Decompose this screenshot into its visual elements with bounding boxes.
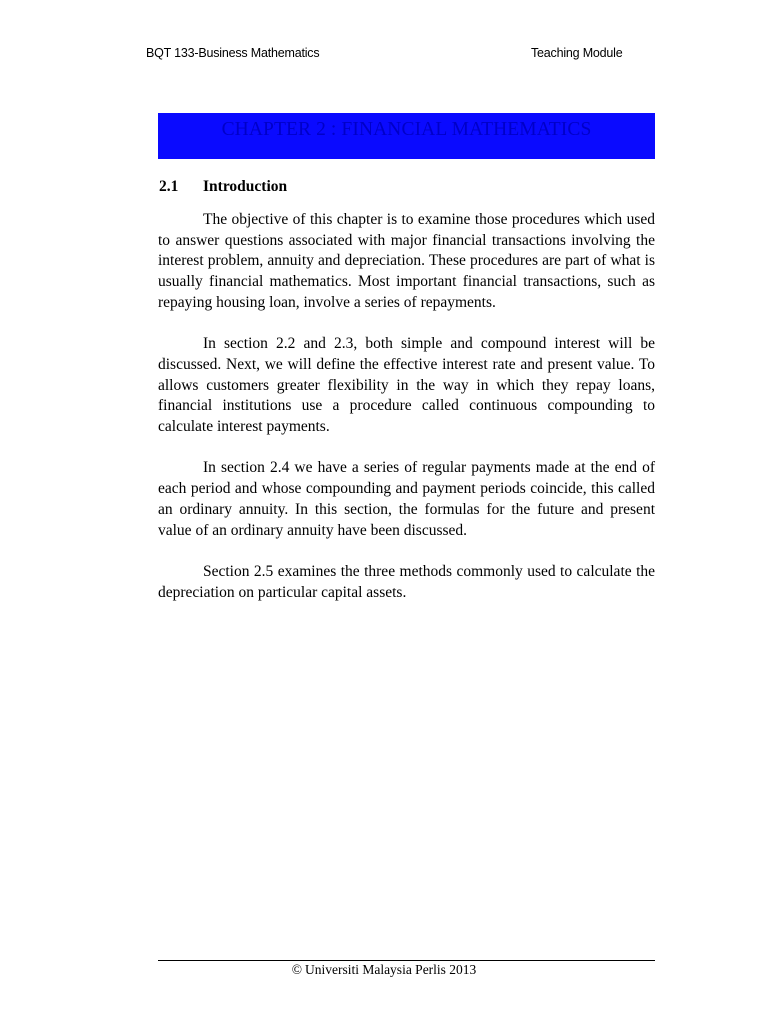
running-header-course: BQT 133-Business Mathematics bbox=[146, 46, 320, 60]
paragraph-depreciation: Section 2.5 examines the three methods commonly used to calculate the depreciation on particular capital assets. bbox=[158, 562, 655, 601]
running-header-module: Teaching Module bbox=[531, 46, 623, 60]
paragraph-annuity: In section 2.4 we have a series of regular payments made at the end of each period and whose compounding and payment periods coincide, this called an ordinary annuity. In this section, the formulas for the future and present value of an ordinary annuity have been discussed. bbox=[158, 459, 655, 539]
section-title: Introduction bbox=[203, 178, 288, 195]
copyright-icon: © bbox=[291, 962, 302, 977]
section-heading bbox=[159, 178, 287, 196]
footer-copyright-text: Universiti Malaysia Perlis 2013 bbox=[304, 962, 477, 977]
section-number: 2.1 bbox=[159, 178, 179, 195]
footer-divider bbox=[158, 960, 655, 961]
paragraph-objective: The objective of this chapter is to examine those procedures which used to answer questions associated with major financial transactions involving the interest problem, annuity and depreciation. These procedures are part of what is usually financial mathematics. Most important financial transactions, such as repaying housing loan, involve a series of repayments. bbox=[158, 211, 655, 311]
chapter-title: CHAPTER 2 : FINANCIAL MATHEMATICS bbox=[221, 119, 592, 140]
paragraph-interest: In section 2.2 and 2.3, both simple and compound interest will be discussed. Next, we will define the effective interest rate and present value. To allows customers greater flexibility in the way in which they repay loans, financial institutions use a procedure called continuous compounding to calculate interest payments. bbox=[158, 335, 655, 436]
chapter-banner bbox=[158, 113, 655, 159]
body-text bbox=[158, 210, 655, 624]
footer bbox=[0, 962, 768, 978]
